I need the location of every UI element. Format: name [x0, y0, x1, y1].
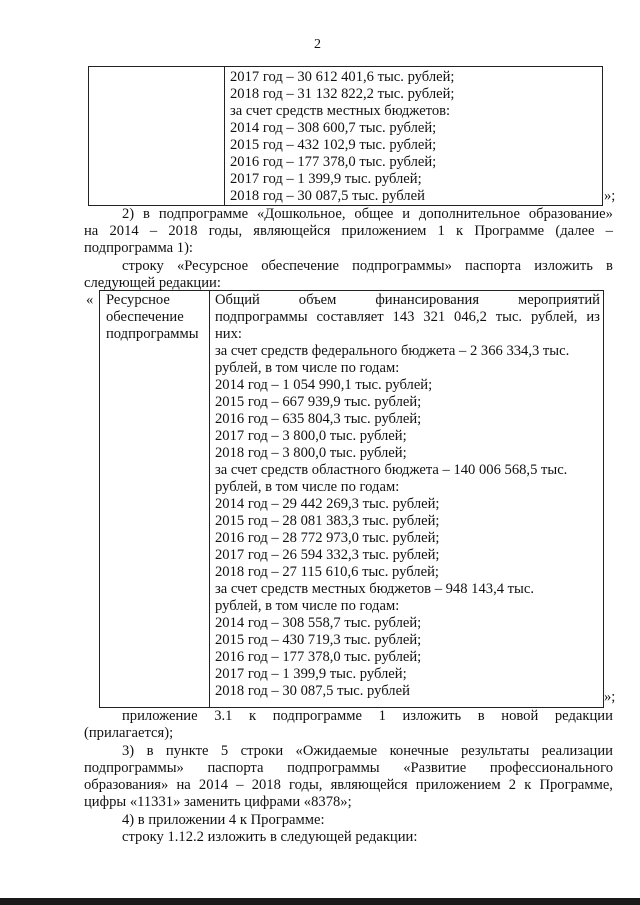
table-row: 2016 год – 28 772 973,0 тыс. рублей;: [215, 530, 440, 546]
word: являющейся: [330, 777, 408, 793]
para-4: 4) в приложении 4 к Программе:: [122, 812, 325, 828]
word: обеспечение: [261, 258, 339, 274]
table-row: 2018 год – 30 087,5 тыс. рублей: [230, 188, 425, 204]
word: пункте: [165, 743, 209, 759]
word: образования»: [84, 777, 169, 793]
table-row: 2014 год – 308 558,7 тыс. рублей;: [215, 615, 422, 631]
table-row: за счет средств федерального бюджета – 2 366 334,3 тыс.: [215, 343, 570, 359]
para-3-line-4: цифры «11331» заменить цифрами «8378»;: [84, 794, 352, 810]
word: строки: [240, 743, 284, 759]
label-line: Ресурсное: [106, 292, 170, 308]
table-row: 2017 год – 3 800,0 тыс. рублей;: [215, 428, 407, 444]
word: результаты: [460, 743, 530, 759]
table-row: за счет средств местных бюджетов – 948 143,4 тыс.: [215, 581, 534, 597]
table-row: 2015 год – 667 939,9 тыс. рублей;: [215, 394, 422, 410]
table-row: 2017 год – 1 399,9 тыс. рублей;: [230, 171, 422, 187]
word: (далее: [555, 223, 595, 239]
word: 1: [437, 223, 445, 239]
word: изложить: [402, 708, 462, 724]
table-row: за счет средств местных бюджетов:: [230, 103, 451, 119]
word: мероприятий: [518, 292, 600, 308]
word: в: [606, 258, 613, 274]
table-row: них:: [215, 326, 242, 342]
table-row: 2016 год – 635 804,3 тыс. рублей;: [215, 411, 422, 427]
table-row: 2017 год – 1 399,9 тыс. рублей;: [215, 666, 407, 682]
para-prilozh-line-2: (прилагается);: [84, 725, 174, 741]
word: конечные: [389, 743, 449, 759]
word: Программе,: [539, 777, 613, 793]
table-1-amounts: [230, 69, 454, 205]
para-stroka-2: строку 1.12.2 изложить в следующей редакции:: [122, 829, 418, 845]
label-line: обеспечение: [106, 309, 184, 325]
word: профессионального: [489, 760, 613, 776]
word: приложение: [122, 708, 198, 724]
scan-edge-bar: [0, 898, 640, 905]
word: к: [249, 708, 257, 724]
word: приложением: [341, 223, 427, 239]
word: образование»: [528, 206, 613, 222]
table-row: 2016 год – 177 378,0 тыс. рублей;: [230, 154, 437, 170]
table-row: 2018 год – 30 087,5 тыс. рублей: [215, 683, 410, 699]
page-number: 2: [314, 37, 321, 52]
para-2-line-1: [122, 206, 613, 223]
word: на: [176, 777, 191, 793]
word: 2: [508, 777, 517, 793]
table-row: рублей, в том числе по годам:: [215, 598, 400, 614]
word: и: [402, 206, 411, 222]
word: «Ресурсное: [176, 258, 249, 274]
word: паспорта: [465, 258, 522, 274]
word: объем: [298, 292, 337, 308]
para-3-line-1: [122, 743, 613, 760]
word: 046,2: [454, 309, 487, 325]
para-3-line-2: [84, 760, 613, 777]
word: приложением: [415, 777, 501, 793]
table-1-divider: [224, 66, 225, 206]
table-row: 2018 год – 31 132 822,2 тыс. рублей;: [230, 86, 455, 102]
word: подпрограммы: [287, 760, 380, 776]
word: редакции: [554, 708, 613, 724]
word: в: [146, 743, 154, 759]
word: реализации: [541, 743, 613, 759]
word: 5: [220, 743, 229, 759]
table-2-amounts: [215, 326, 569, 700]
word: к: [524, 777, 532, 793]
word: на: [84, 223, 99, 239]
word: 2018: [168, 223, 198, 239]
para-prilozh-line-1: [122, 708, 613, 725]
word: к: [456, 223, 464, 239]
word: 2018: [251, 777, 281, 793]
word: являющейся: [253, 223, 331, 239]
word: из: [586, 309, 600, 325]
word: 1: [378, 708, 386, 724]
word: общее: [354, 206, 394, 222]
word: 3.1: [214, 708, 233, 724]
word: 2014: [109, 223, 139, 239]
table-row: 2017 год – 30 612 401,6 тыс. рублей;: [230, 69, 455, 85]
table-row: 2018 год – 3 800,0 тыс. рублей;: [215, 445, 407, 461]
word: новой: [501, 708, 539, 724]
word: подпрограммы»: [84, 760, 184, 776]
word: 321: [423, 309, 446, 325]
word: строку: [122, 258, 164, 274]
para-2-line-3: подпрограмма 1):: [84, 240, 193, 256]
word: –: [149, 223, 158, 239]
word: дополнительное: [418, 206, 520, 222]
table-row: 2014 год – 1 054 990,1 тыс. рублей;: [215, 377, 433, 393]
word: 3): [122, 743, 135, 759]
word: в: [143, 206, 150, 222]
word: тыс.: [495, 309, 523, 325]
word: –: [605, 223, 613, 239]
table-1-close-quote: »;: [604, 188, 616, 204]
table-row: 2016 год – 177 378,0 тыс. рублей;: [215, 649, 422, 665]
table-row: 2014 год – 308 600,7 тыс. рублей;: [230, 120, 437, 136]
table-2-line-2: [215, 309, 600, 326]
word: –: [236, 777, 244, 793]
word: составляет: [316, 309, 384, 325]
table-row: рублей, в том числе по годам:: [215, 479, 400, 495]
word: подпрограммы»: [352, 258, 452, 274]
word: «Развитие: [403, 760, 467, 776]
word: финансирования: [375, 292, 480, 308]
para-stroka-line-2: следующей редакции:: [84, 275, 221, 291]
table-2-label: [106, 292, 199, 343]
word: 2): [122, 206, 135, 222]
word: подпрограмме: [272, 708, 362, 724]
word: годы,: [289, 777, 323, 793]
para-3-line-3: [84, 777, 613, 794]
word: подпрограмме: [158, 206, 249, 222]
word: рублей,: [530, 309, 578, 325]
word: Общий: [215, 292, 260, 308]
table-2-open-quote: «: [86, 292, 94, 308]
table-row: 2015 год – 28 081 383,3 тыс. рублей;: [215, 513, 440, 529]
word: годы,: [208, 223, 243, 239]
word: подпрограммы: [215, 309, 308, 325]
para-2-line-2: [84, 223, 613, 240]
word: 2014: [198, 777, 229, 793]
table-2-line-1: [215, 292, 600, 309]
para-stroka-line-1: [122, 258, 613, 275]
table-row: 2015 год – 432 102,9 тыс. рублей;: [230, 137, 437, 153]
table-row: 2017 год – 26 594 332,3 тыс. рублей;: [215, 547, 440, 563]
word: изложить: [534, 258, 593, 274]
table-row: за счет средств областного бюджета – 140 006 568,5 тыс.: [215, 462, 568, 478]
word: Программе: [474, 223, 545, 239]
word: паспорта: [207, 760, 264, 776]
word: 143: [392, 309, 415, 325]
table-2-divider: [209, 290, 210, 708]
table-2-close-quote: »;: [604, 689, 616, 705]
table-row: 2015 год – 430 719,3 тыс. рублей;: [215, 632, 422, 648]
label-line: подпрограммы: [106, 326, 199, 342]
word: «Ожидаемые: [295, 743, 378, 759]
table-row: 2014 год – 29 442 269,3 тыс. рублей;: [215, 496, 440, 512]
word: в: [477, 708, 485, 724]
table-row: 2018 год – 27 115 610,6 тыс. рублей;: [215, 564, 439, 580]
word: «Дошкольное,: [256, 206, 346, 222]
table-row: рублей, в том числе по годам:: [215, 360, 400, 376]
